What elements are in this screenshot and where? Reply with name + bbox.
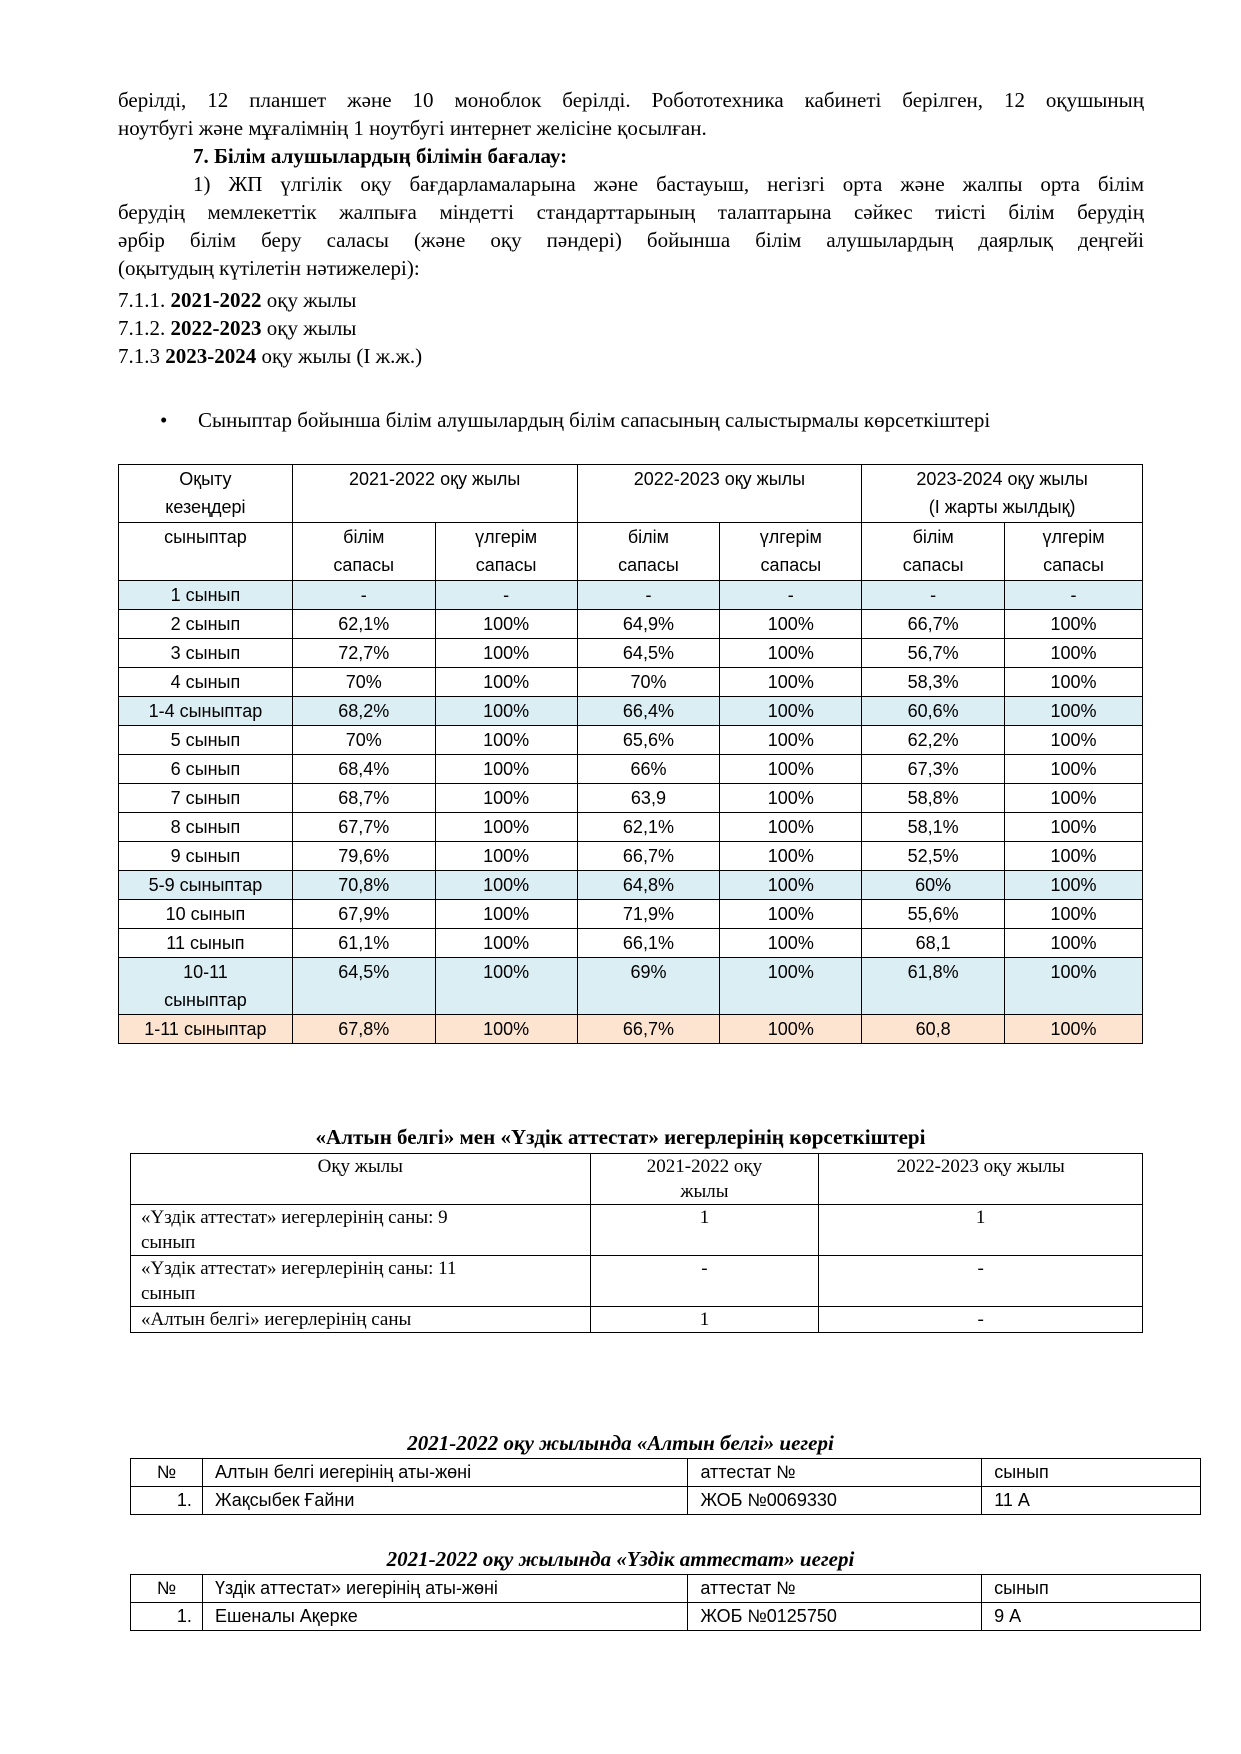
medals-value: 1 [819, 1205, 1143, 1256]
certificate-number: ЖОБ №0069330 [688, 1487, 982, 1515]
holder-name: Жақсыбек Ғайни [202, 1487, 688, 1515]
quality-value: 62,1% [577, 813, 720, 842]
medals-value: - [819, 1256, 1143, 1307]
quality-value: 69% [577, 958, 720, 1015]
table-subheader-row [119, 523, 1143, 581]
quality-value: 58,1% [862, 813, 1005, 842]
row-label: 6 сынып [119, 755, 293, 784]
para1-line-2: берудің мемлекеттік жалпыға міндетті стандарттарының талаптарына сәйкес тиісті білім берудің [118, 200, 1144, 224]
performance-value: - [720, 581, 862, 610]
row-label: 2 сынып [119, 610, 293, 639]
performance-value: 100% [435, 958, 577, 1015]
performance-value: 100% [720, 639, 862, 668]
quality-value: 65,6% [577, 726, 720, 755]
quality-value: 67,7% [292, 813, 435, 842]
performance-value: 100% [720, 784, 862, 813]
medals-title: «Алтын белгі» мен «Үздік аттестат» иегерлерінің көрсеткіштері [315, 1125, 926, 1149]
holder-class: 9 А [982, 1603, 1201, 1631]
quality-value: 66,7% [862, 610, 1005, 639]
row-label: 1-11 сыныптар [119, 1015, 293, 1044]
table-row [119, 755, 1143, 784]
quality-value: - [292, 581, 435, 610]
table-row [119, 842, 1143, 871]
para1-line-3: әрбір білім беру саласы (және оқу пәндері) бойынша білім алушылардың даярлық деңгейі [118, 228, 1144, 252]
quality-value: 64,9% [577, 610, 720, 639]
row-label: 1-4 сыныптар [119, 697, 293, 726]
class-header: сынып [982, 1459, 1201, 1487]
performance-value: 100% [720, 697, 862, 726]
performance-value: 100% [1005, 958, 1143, 1015]
performance-value: 100% [720, 1015, 862, 1044]
item-7-1-2 [118, 314, 356, 342]
table-row [119, 958, 1143, 1015]
quality-value: 70% [292, 668, 435, 697]
performance-value: 100% [435, 726, 577, 755]
intro-line-1: берілді, 12 планшет және 10 моноблок берілді. Робототехника кабинеті берілген, 12 оқушының [118, 88, 1144, 112]
excellent-header-row [131, 1575, 1201, 1603]
quality-value: 64,5% [577, 639, 720, 668]
table-row [119, 900, 1143, 929]
number-header: № [131, 1575, 203, 1603]
item-year: 2021-2022 [170, 288, 262, 312]
quality-value: - [577, 581, 720, 610]
item-suffix: оқу жылы [261, 288, 357, 312]
row-label: 3 сынып [119, 639, 293, 668]
gold-header-row [131, 1459, 1201, 1487]
year-header: 2021-2022 оқу жылы [292, 465, 577, 523]
performance-value: 100% [435, 755, 577, 784]
gold-holder-table [130, 1458, 1201, 1515]
row-number: 1. [131, 1487, 203, 1515]
performance-value: 100% [1005, 871, 1143, 900]
quality-value: 60,6% [862, 697, 1005, 726]
quality-table-body [119, 581, 1143, 1044]
item-suffix: оқу жылы [261, 316, 357, 340]
quality-value: 66,4% [577, 697, 720, 726]
quality-value: 66,7% [577, 842, 720, 871]
medals-row-label: «Үздік аттестат» иегерлерінің саны: 9 сынып [131, 1205, 591, 1256]
medals-row-label: «Алтын белгі» иегерлерінің саны [131, 1307, 591, 1333]
medals-value: 1 [590, 1205, 819, 1256]
performance-value: 100% [1005, 784, 1143, 813]
quality-subheader: білім сапасы [862, 523, 1005, 581]
performance-value: 100% [435, 900, 577, 929]
quality-value: 64,8% [577, 871, 720, 900]
quality-value: 68,1 [862, 929, 1005, 958]
table-row [119, 581, 1143, 610]
row-label: 5 сынып [119, 726, 293, 755]
performance-value: - [1005, 581, 1143, 610]
item-7-1-3 [118, 342, 422, 370]
quality-value: 67,3% [862, 755, 1005, 784]
excellent-title: 2021-2022 оқу жылында «Үздік аттестат» иегері [386, 1547, 855, 1571]
performance-value: 100% [720, 726, 862, 755]
table-row [119, 697, 1143, 726]
year-header: 2022-2023 оқу жылы [577, 465, 862, 523]
table-row [119, 784, 1143, 813]
quality-value: 60,8 [862, 1015, 1005, 1044]
quality-value: 68,2% [292, 697, 435, 726]
quality-subheader: білім сапасы [292, 523, 435, 581]
performance-value: 100% [720, 958, 862, 1015]
performance-value: 100% [1005, 726, 1143, 755]
item-suffix: оқу жылы (І ж.ж.) [256, 344, 423, 368]
performance-value: 100% [720, 610, 862, 639]
number-header: № [131, 1459, 203, 1487]
performance-value: - [435, 581, 577, 610]
performance-value: 100% [1005, 639, 1143, 668]
para1-line-4: (оқытудың күтілетін нәтижелері): [118, 256, 420, 280]
performance-value: 100% [1005, 610, 1143, 639]
performance-value: 100% [1005, 697, 1143, 726]
year-header: 2023-2024 оқу жылы (І жарты жылдық) [862, 465, 1143, 523]
table-row [119, 639, 1143, 668]
certificate-header: аттестат № [688, 1575, 982, 1603]
performance-value: 100% [1005, 842, 1143, 871]
performance-value: 100% [435, 1015, 577, 1044]
medals-col-header: 2022-2023 оқу жылы [819, 1154, 1143, 1205]
quality-value: 79,6% [292, 842, 435, 871]
holder-name: Ешеналы Ақерке [202, 1603, 687, 1631]
row-label: 10 сынып [119, 900, 293, 929]
performance-value: 100% [720, 842, 862, 871]
table-row [119, 610, 1143, 639]
table-row [119, 929, 1143, 958]
performance-value: 100% [435, 929, 577, 958]
performance-value: 100% [435, 813, 577, 842]
table-row [119, 1015, 1143, 1044]
table-row [119, 871, 1143, 900]
row-label: 1 сынып [119, 581, 293, 610]
class-column-header: сыныптар [119, 523, 293, 581]
name-header: Алтын белгі иегерінің аты-жөні [202, 1459, 688, 1487]
quality-value: 70% [577, 668, 720, 697]
certificate-header: аттестат № [688, 1459, 982, 1487]
quality-value: 63,9 [577, 784, 720, 813]
row-label: 5-9 сыныптар [119, 871, 293, 900]
table-row [131, 1487, 1201, 1515]
corner-header: Оқыту кезеңдері [119, 465, 293, 523]
quality-subheader: білім сапасы [577, 523, 720, 581]
intro-line-2: ноутбугі және мұғалімнің 1 ноутбугі интернет желісіне қосылған. [118, 116, 707, 140]
performance-value: 100% [720, 871, 862, 900]
medals-value: - [819, 1307, 1143, 1333]
performance-value: 100% [720, 900, 862, 929]
quality-value: - [862, 581, 1005, 610]
quality-value: 70% [292, 726, 435, 755]
medals-value: - [590, 1256, 819, 1307]
performance-value: 100% [1005, 755, 1143, 784]
performance-value: 100% [435, 639, 577, 668]
performance-subheader: үлгерім сапасы [1005, 523, 1143, 581]
quality-value: 56,7% [862, 639, 1005, 668]
row-label: 11 сынып [119, 929, 293, 958]
quality-value: 62,1% [292, 610, 435, 639]
performance-value: 100% [720, 813, 862, 842]
name-header: Үздік аттестат» иегерінің аты-жөні [202, 1575, 687, 1603]
medals-table [130, 1153, 1143, 1333]
medals-header-row [131, 1154, 1143, 1205]
quality-value: 67,8% [292, 1015, 435, 1044]
item-year: 2022-2023 [170, 316, 262, 340]
medals-row-label: «Үздік аттестат» иегерлерінің саны: 11 сынып [131, 1256, 591, 1307]
quality-value: 62,2% [862, 726, 1005, 755]
quality-value: 66% [577, 755, 720, 784]
performance-value: 100% [435, 784, 577, 813]
table-row [119, 726, 1143, 755]
row-number: 1. [131, 1603, 203, 1631]
row-label: 4 сынып [119, 668, 293, 697]
row-label: 10-11 сыныптар [119, 958, 293, 1015]
item-number: 7.1.2. [118, 316, 166, 340]
table-row [131, 1205, 1143, 1256]
excellent-holder-table [130, 1574, 1201, 1631]
table-row [119, 813, 1143, 842]
performance-subheader: үлгерім сапасы [720, 523, 862, 581]
row-label: 8 сынып [119, 813, 293, 842]
quality-value: 66,7% [577, 1015, 720, 1044]
medals-col-header: 2021-2022 оқу жылы [590, 1154, 819, 1205]
quality-value: 58,3% [862, 668, 1005, 697]
performance-value: 100% [720, 668, 862, 697]
bullet-text: Сыныптар бойынша білім алушылардың білім сапасының салыстырмалы көрсеткіштері [198, 408, 991, 432]
performance-value: 100% [435, 697, 577, 726]
item-number: 7.1.3 [118, 344, 160, 368]
medals-value: 1 [590, 1307, 819, 1333]
row-label: 7 сынып [119, 784, 293, 813]
performance-value: 100% [1005, 1015, 1143, 1044]
quality-value: 68,7% [292, 784, 435, 813]
para1-line-1: 1) ЖП үлгілік оқу бағдарламаларына және бастауыш, негізгі орта және жалпы орта білім [193, 172, 1144, 196]
performance-value: 100% [435, 668, 577, 697]
quality-value: 68,4% [292, 755, 435, 784]
row-label: 9 сынып [119, 842, 293, 871]
holder-class: 11 А [982, 1487, 1201, 1515]
table-row [131, 1256, 1143, 1307]
certificate-number: ЖОБ №0125750 [688, 1603, 982, 1631]
quality-value: 66,1% [577, 929, 720, 958]
medals-year-header: Оқу жылы [131, 1154, 591, 1205]
quality-value: 67,9% [292, 900, 435, 929]
quality-value: 61,8% [862, 958, 1005, 1015]
performance-value: 100% [435, 842, 577, 871]
performance-value: 100% [1005, 813, 1143, 842]
performance-value: 100% [1005, 668, 1143, 697]
performance-value: 100% [435, 610, 577, 639]
item-7-1-1 [118, 286, 356, 314]
quality-value: 72,7% [292, 639, 435, 668]
item-number: 7.1.1. [118, 288, 166, 312]
class-header: сынып [982, 1575, 1201, 1603]
table-header-row [119, 465, 1143, 523]
quality-value: 58,8% [862, 784, 1005, 813]
quality-value: 64,5% [292, 958, 435, 1015]
quality-value: 60% [862, 871, 1005, 900]
table-row [131, 1603, 1201, 1631]
bullet-icon: • [160, 408, 168, 432]
quality-value: 71,9% [577, 900, 720, 929]
section-heading: 7. Білім алушылардың білімін бағалау: [193, 144, 568, 168]
performance-value: 100% [435, 871, 577, 900]
gold-title: 2021-2022 оқу жылында «Алтын белгі» иегері [407, 1431, 834, 1455]
performance-value: 100% [1005, 929, 1143, 958]
quality-table [118, 464, 1143, 1044]
table-row [131, 1307, 1143, 1333]
quality-value: 61,1% [292, 929, 435, 958]
quality-value: 70,8% [292, 871, 435, 900]
quality-value: 52,5% [862, 842, 1005, 871]
quality-value: 55,6% [862, 900, 1005, 929]
performance-value: 100% [720, 755, 862, 784]
performance-value: 100% [1005, 900, 1143, 929]
performance-value: 100% [720, 929, 862, 958]
item-year: 2023-2024 [165, 344, 257, 368]
performance-subheader: үлгерім сапасы [435, 523, 577, 581]
table-row [119, 668, 1143, 697]
